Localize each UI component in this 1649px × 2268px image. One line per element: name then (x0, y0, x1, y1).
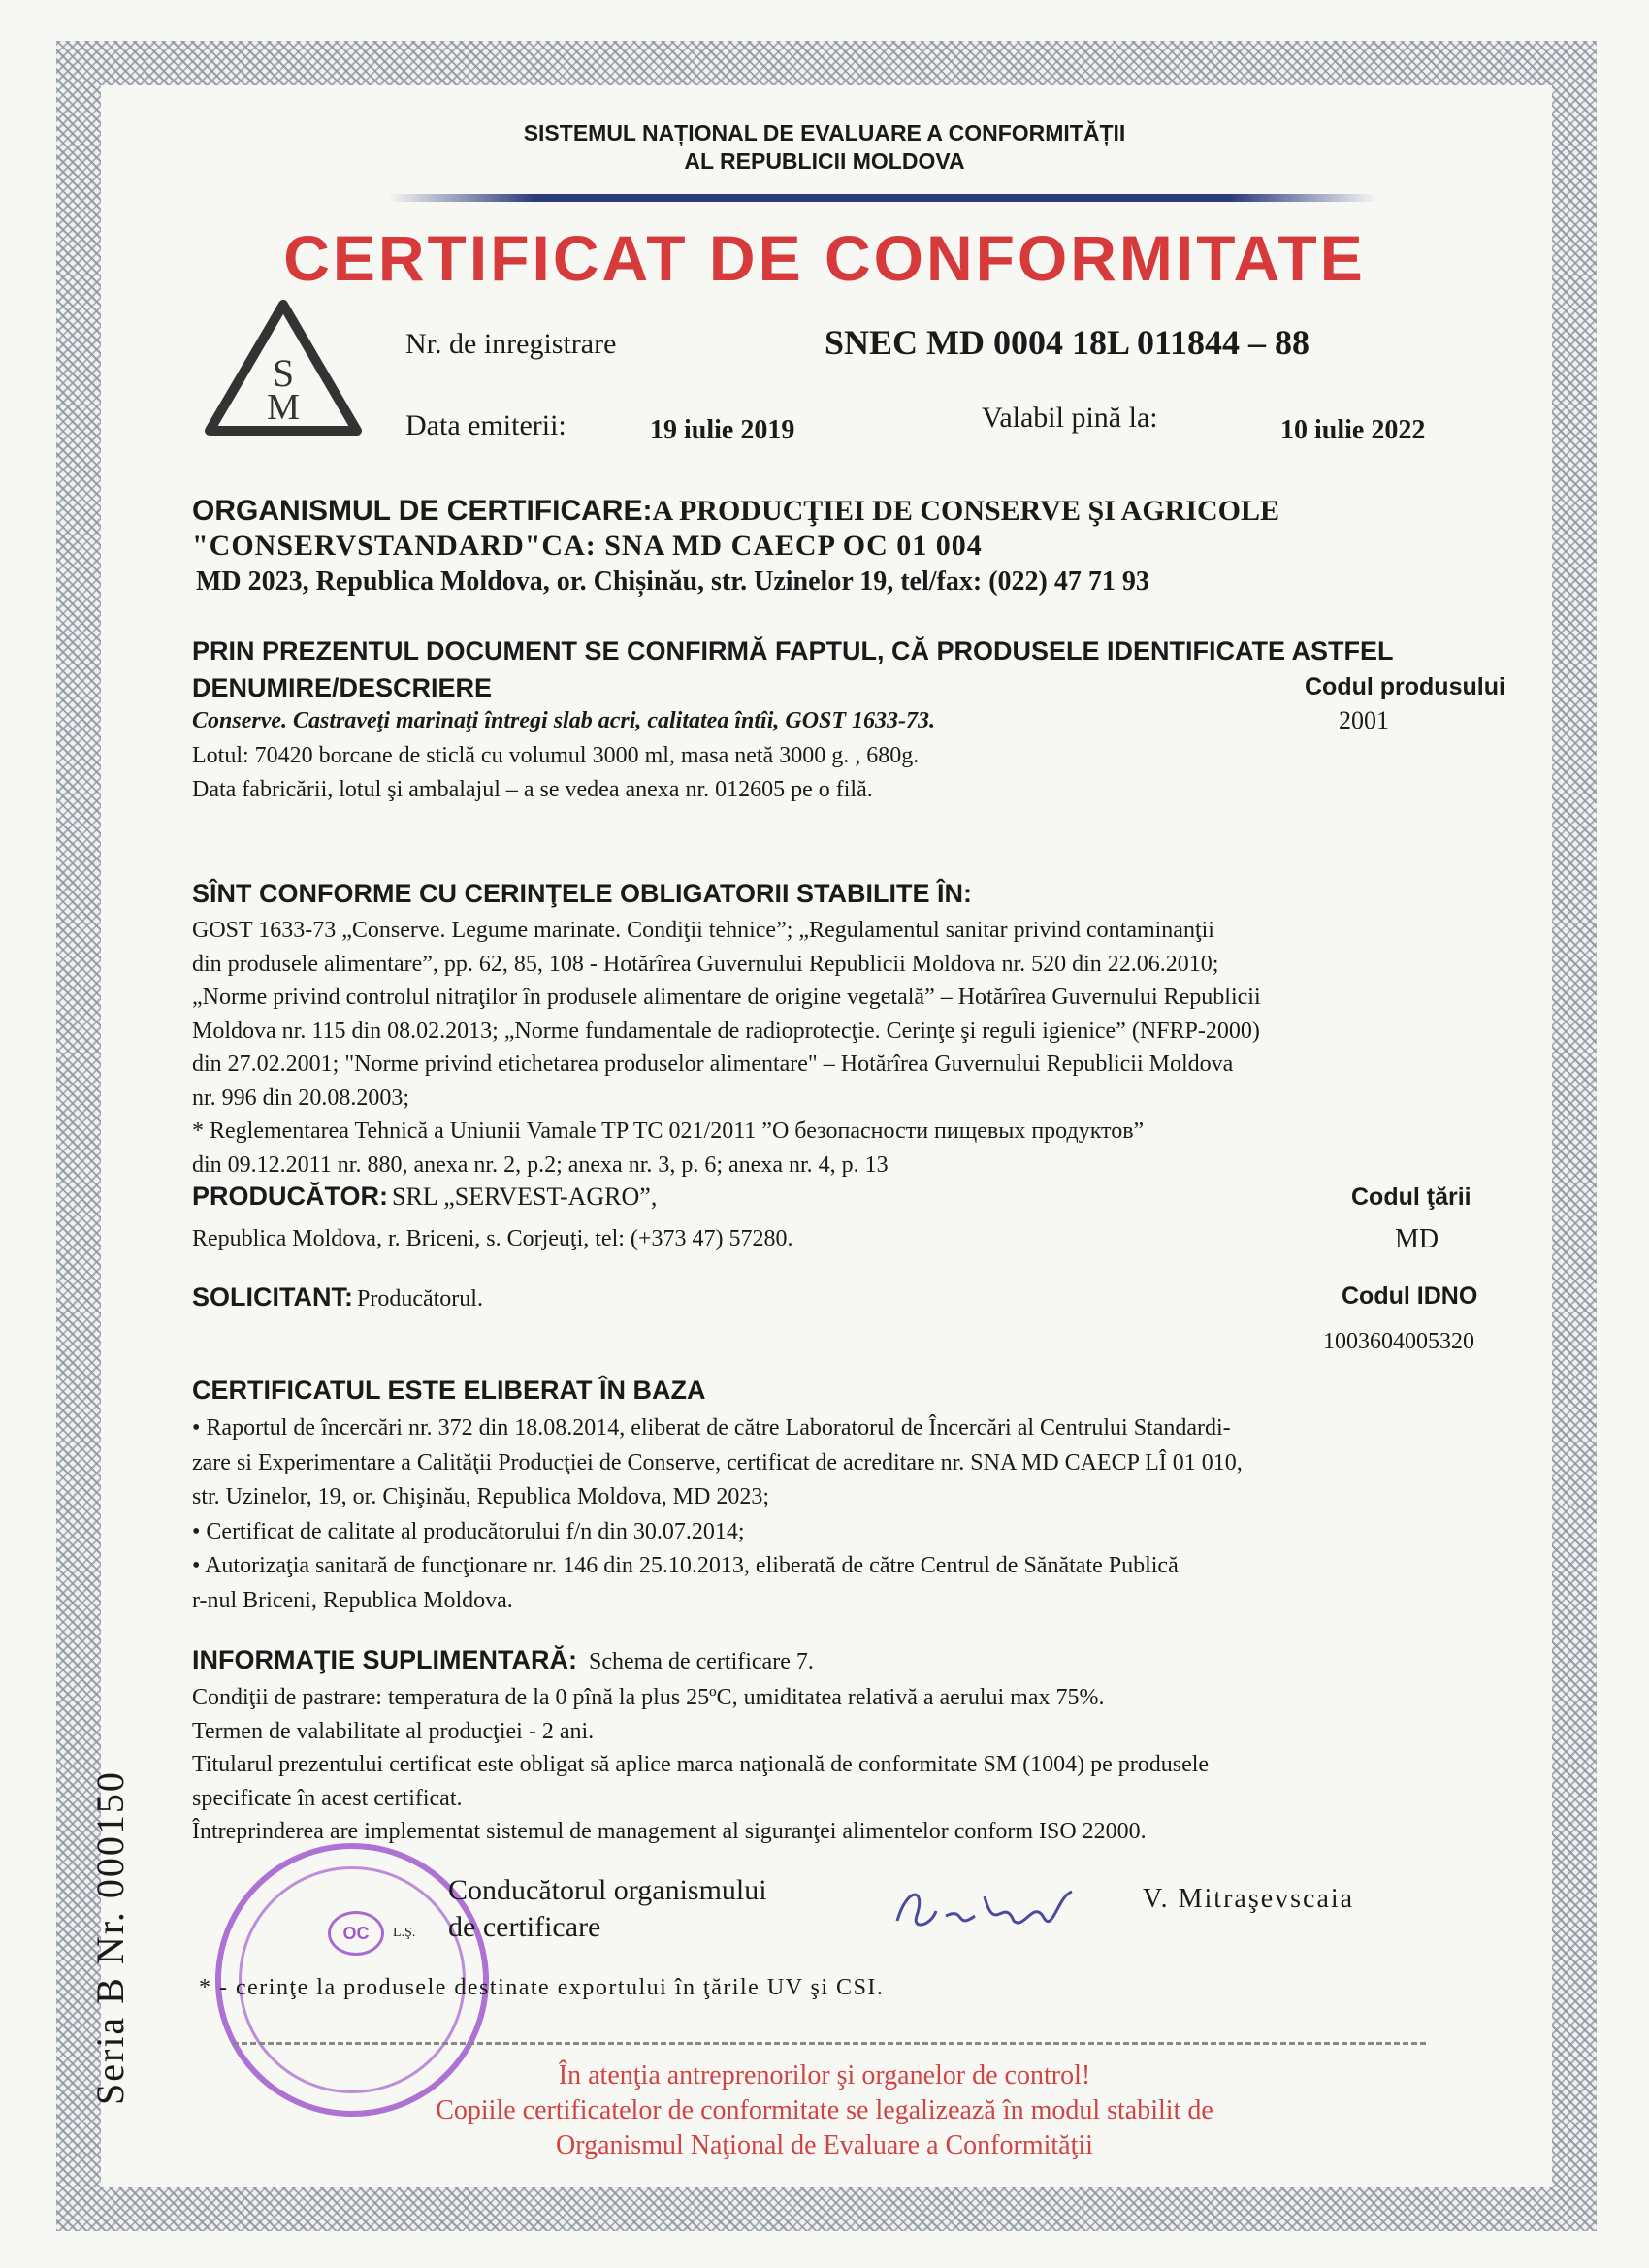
serial-number: Seria B Nr. 000150 (88, 1770, 132, 2105)
product-code: 2001 (1339, 706, 1389, 734)
registration-number: SNEC MD 0004 18L 011844 – 88 (824, 323, 1310, 362)
certification-body-name: A PRODUCŢIEI DE CONSERVE ŞI AGRICOLE (652, 495, 1280, 527)
supplementary-info-label: INFORMAŢIE SUPLIMENTARĂ: (192, 1645, 577, 1674)
product-lot: Lotul: 70420 borcane de sticlă cu volumul 3000 ml, masa netă 3000 g. , 680g. (192, 743, 920, 768)
supplementary-info-line (192, 1645, 814, 1675)
producer-name: SRL „SERVEST-AGRO”, (392, 1183, 658, 1211)
registration-label: Nr. de inregistrare (405, 328, 617, 360)
requirement-line: Moldova nr. 115 din 08.02.2013; „Norme fundamentale de radioprotecţie. Cerinţe şi reguli igienice” (NFRP-2000) (192, 1018, 1260, 1044)
country-code: MD (1395, 1224, 1439, 1254)
header-line-1: SISTEMUL NAȚIONAL DE EVALUARE A CONFORMITĂȚII (523, 120, 1126, 146)
producer-line (192, 1182, 657, 1212)
basis-line: • Autorizaţia sanitară de funcţionare nr. 146 din 25.10.2013, eliberată de către Centrul de Sănătate Publică (192, 1553, 1179, 1578)
idno-number: 1003604005320 (1323, 1329, 1474, 1354)
info-line: Termen de valabilitate al producţiei - 2 ani. (192, 1718, 595, 1744)
requirement-line: din produsele alimentare”, pp. 62, 85, 108 - Hotărîrea Guvernului Republicii Moldova nr. 520 din 22.06.2010; (192, 951, 1219, 977)
issue-date: 19 iulie 2019 (650, 415, 795, 445)
idno-label: Codul IDNO (1342, 1282, 1478, 1310)
country-code-label: Codul ţării (1351, 1183, 1471, 1211)
signatory-role (448, 1872, 767, 1946)
basis-line: • Certificat de calitate al producătorului f/n din 30.07.2014; (192, 1518, 745, 1544)
stamp-place-label: L.Ş. (393, 1926, 416, 1940)
requirement-line: „Norme privind controlul nitraţilor în produsele alimentare de origine vegetală” – Hotărîrea Guvernului Republicii (192, 985, 1261, 1010)
basis-line: str. Uzinelor, 19, or. Chişinău, Republica Moldova, MD 2023; (192, 1484, 769, 1509)
signatory-name: V. Mitraşevscaia (1143, 1884, 1355, 1914)
sm-conformity-logo-icon (202, 297, 365, 438)
info-line: Titularul prezentului certificat este obligat să aplice marca naţională de conformitate SM (1004) pe produsele (192, 1752, 1210, 1777)
requirement-line: din 09.12.2011 nr. 880, anexa nr. 2, p.2; anexa nr. 3, p. 6; anexa nr. 4, p. 13 (192, 1151, 889, 1178)
svg-text:M: M (267, 387, 300, 428)
basis-line: • Raportul de încercări nr. 372 din 18.08.2014, eliberat de către Laboratorul de Încercări al Centrului Standardi- (192, 1415, 1231, 1441)
certification-body-line-2: "CONSERVSTANDARD"CA: SNA MD CAECP OC 01 004 (192, 530, 983, 562)
certification-body-address: MD 2023, Republica Moldova, or. Chișinău, str. Uzinelor 19, tel/fax: (022) 47 71 93 (196, 567, 1149, 597)
notice-line-1: În atenţia antreprenorilor şi organelor de control! (558, 2060, 1091, 2090)
supplementary-info-list (192, 1681, 1209, 1849)
export-note: * - cerinţe la produsele destinate exportului în ţările UV şi CSI. (199, 1975, 885, 2000)
basis-line: r-nul Briceni, Republica Moldova. (192, 1587, 513, 1613)
product-name: Conserve. Castraveţi marinaţi întregi slab acri, calitatea întîi, GOST 1633-73. (192, 708, 936, 733)
requirement-line: din 27.02.2001; "Norme privind etichetarea produselor alimentare" – Hotărîrea Guvernului Republicii Moldova (192, 1052, 1234, 1077)
document-title: CERTIFICAT DE CONFORMITATE (283, 222, 1366, 294)
stamp-emblem: OC (328, 1911, 384, 1956)
info-line: Condiţii de pastrare: temperatura de la 0 pînă la plus 25ºC, umiditatea relativă a aerului max 75%. (192, 1685, 1105, 1710)
decorative-divider (388, 194, 1377, 202)
basis-list (192, 1411, 1243, 1618)
signatory-role-line-1: Conducătorul organismului (448, 1874, 767, 1906)
requirement-line: GOST 1633-73 „Conserve. Legume marinate. Condiţii tehnice”; „Regulamentul sanitar privind contaminanţii (192, 918, 1214, 943)
basis-line: zare si Experimentare a Calităţii Producţiei de Conserve, certificat de acreditare nr. SNA MD CAECP LÎ 01 010, (192, 1449, 1243, 1475)
applicant-line (192, 1282, 483, 1312)
certification-body-line-1 (192, 495, 1279, 528)
dashed-divider (233, 2042, 1426, 2045)
valid-until-label: Valabil pină la: (982, 402, 1158, 434)
confirmation-statement: PRIN PREZENTUL DOCUMENT SE CONFIRMĂ FAPTUL, CĂ PRODUSELE IDENTIFICATE ASTFEL (192, 636, 1394, 665)
product-description-heading: DENUMIRE/DESCRIERE (192, 673, 493, 702)
certification-scheme: Schema de certificare 7. (588, 1649, 814, 1674)
header-line-2: AL REPUBLICII MOLDOVA (684, 148, 965, 174)
applicant-label: SOLICITANT: (192, 1282, 353, 1312)
producer-label: PRODUCĂTOR: (192, 1182, 388, 1211)
requirement-line: nr. 996 din 20.08.2003; (192, 1085, 410, 1111)
issue-date-label: Data emiterii: (405, 409, 566, 441)
handwritten-signature-icon (888, 1877, 1091, 1945)
requirements-heading: SÎNT CONFORME CU CERINŢELE OBLIGATORII STABILITE ÎN: (192, 879, 972, 908)
certification-body-label: ORGANISMUL DE CERTIFICARE: (192, 495, 653, 527)
basis-heading: CERTIFICATUL ESTE ELIBERAT ÎN BAZA (192, 1376, 706, 1405)
info-line: specificate în acest certificat. (192, 1785, 463, 1811)
applicant-value: Producătorul. (356, 1286, 483, 1312)
producer-address: Republica Moldova, r. Briceni, s. Corjeuţi, tel: (+373 47) 57280. (192, 1226, 793, 1251)
notice-line-2: Copiile certificatelor de conformitate se legalizează în modul stabilit de (436, 2095, 1213, 2125)
signatory-role-line-2: de certificare (448, 1911, 601, 1943)
notice-line-3: Organismul Naţional de Evaluare a Conformităţii (556, 2130, 1093, 2160)
product-manufacture-date: Data fabricării, lotul şi ambalajul – a se vedea anexa nr. 012605 pe o filă. (192, 777, 873, 802)
product-code-label: Codul produsului (1305, 673, 1505, 700)
valid-until-date: 10 iulie 2022 (1280, 415, 1426, 445)
info-line: Întreprinderea are implementat sistemul de management al siguranţei alimentelor conform ISO 22000. (192, 1819, 1147, 1844)
requirements-list (192, 914, 1261, 1182)
svg-text:S: S (272, 351, 295, 395)
requirement-line: * Reglementarea Tehnică a Uniunii Vamale TP TC 021/2011 ”О безопасности пищевых продуктов” (192, 1118, 1145, 1144)
